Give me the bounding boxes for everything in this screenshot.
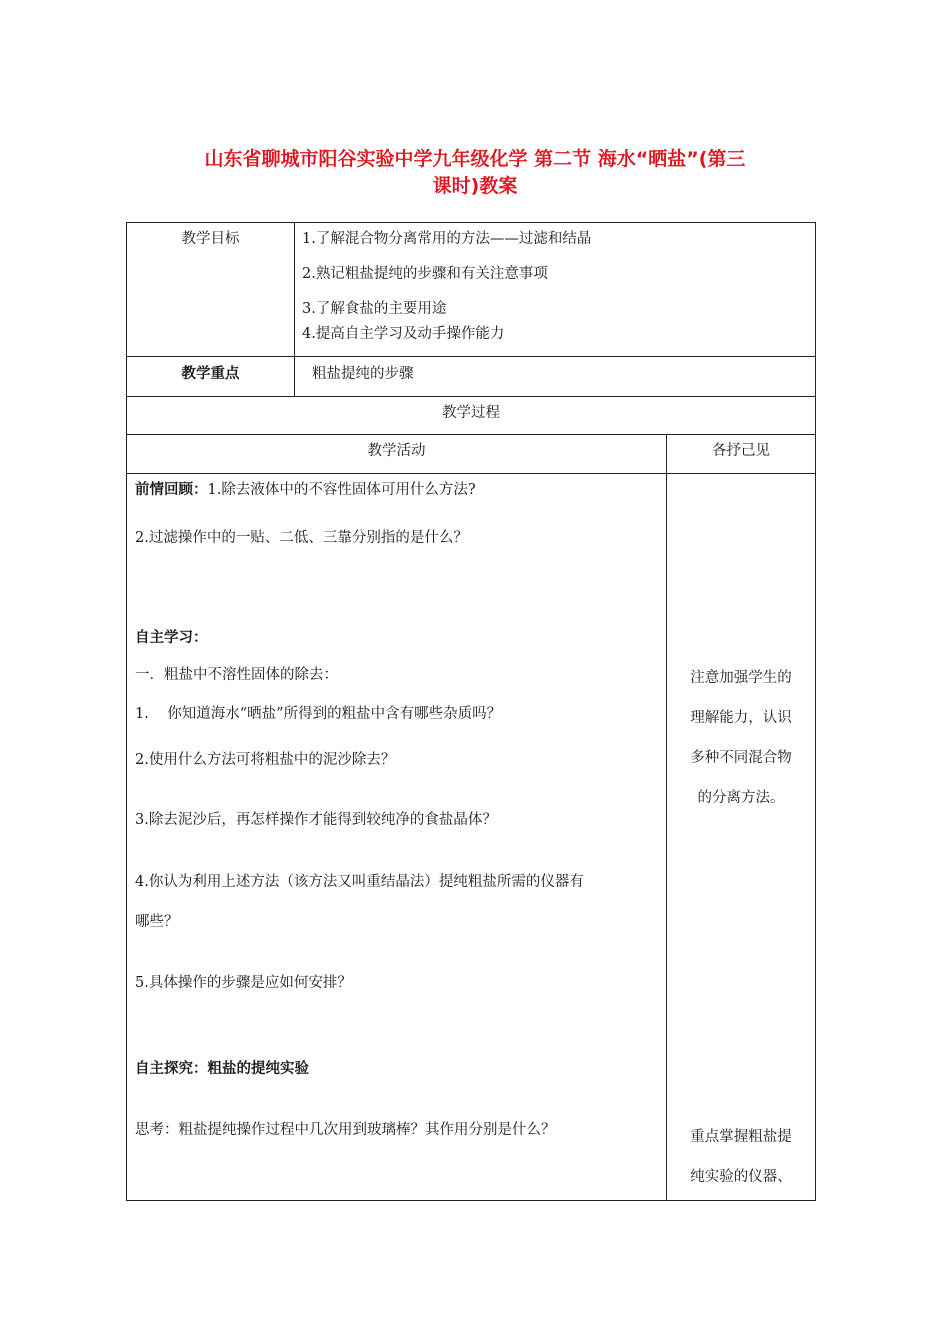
self-study-section: 一．粗盐中不溶性固体的除去： — [135, 667, 338, 683]
note-line: 注意加强学生的 — [690, 670, 792, 686]
document-title — [120, 146, 830, 200]
note-block-2 — [667, 1117, 815, 1197]
title-line-2: 课时)教案 — [432, 175, 518, 197]
self-study-label: 自主学习： — [135, 629, 208, 646]
focus-value: 粗盐提纯的步骤 — [312, 366, 414, 382]
table-rule — [126, 473, 816, 474]
objective-item: 1.了解混合物分离常用的方法——过滤和结晶 — [302, 231, 592, 247]
table-border-right — [815, 222, 816, 1201]
focus-label: 教学重点 — [181, 365, 240, 382]
self-study-question: 3.除去泥沙后，再怎样操作才能得到较纯净的食盐晶体？ — [135, 812, 497, 828]
notes-column-header: 各抒己见 — [712, 443, 770, 459]
objective-item: 3.了解食盐的主要用途 — [302, 301, 447, 317]
table-rule — [126, 396, 816, 397]
self-study-question: 4.你认为利用上述方法（该方法又叫重结晶法）提纯粗盐所需的仪器有 — [135, 874, 584, 890]
note-block-1 — [667, 658, 815, 818]
note-line: 理解能力，认识 — [690, 710, 792, 726]
review-q1-text: 1.除去液体中的不容性固体可用什么方法? — [207, 482, 476, 498]
review-question-2: 2.过滤操作中的一贴、二低、三靠分别指的是什么？ — [135, 530, 468, 546]
process-label: 教学过程 — [442, 405, 500, 421]
table-rule — [126, 356, 816, 357]
note-line: 多种不同混合物 — [690, 750, 792, 766]
note-line: 的分离方法。 — [697, 790, 785, 806]
self-study-question: 2.使用什么方法可将粗盐中的泥沙除去？ — [135, 752, 396, 768]
objective-item: 2.熟记粗盐提纯的步骤和有关注意事项 — [302, 266, 548, 282]
review-label: 前情回顾： — [135, 481, 208, 498]
inquiry-think: 思考：粗盐提纯操作过程中几次用到玻璃棒？其作用分别是什么？ — [135, 1122, 556, 1138]
table-border-bottom — [126, 1200, 816, 1201]
table-rule — [294, 222, 295, 397]
note-line: 重点掌握粗盐提 — [690, 1129, 792, 1145]
inquiry-label: 自主探究：粗盐的提纯实验 — [135, 1060, 309, 1077]
title-line-1: 山东省聊城市阳谷实验中学九年级化学 第二节 海水“晒盐”(第三 — [204, 148, 746, 170]
review-question-1 — [135, 480, 476, 500]
activity-column-header: 教学活动 — [367, 443, 426, 459]
objective-item: 4.提高自主学习及动手操作能力 — [302, 326, 505, 342]
self-study-question: 1. 你知道海水“晒盐”所得到的粗盐中含有哪些杂质吗？ — [135, 706, 502, 722]
self-study-question-cont: 哪些？ — [135, 914, 179, 930]
table-rule — [126, 434, 816, 435]
self-study-question: 5.具体操作的步骤是应如何安排？ — [135, 975, 352, 991]
objectives-label: 教学目标 — [181, 231, 240, 247]
note-line: 纯实验的仪器、 — [690, 1169, 792, 1185]
table-border-top — [126, 222, 816, 223]
